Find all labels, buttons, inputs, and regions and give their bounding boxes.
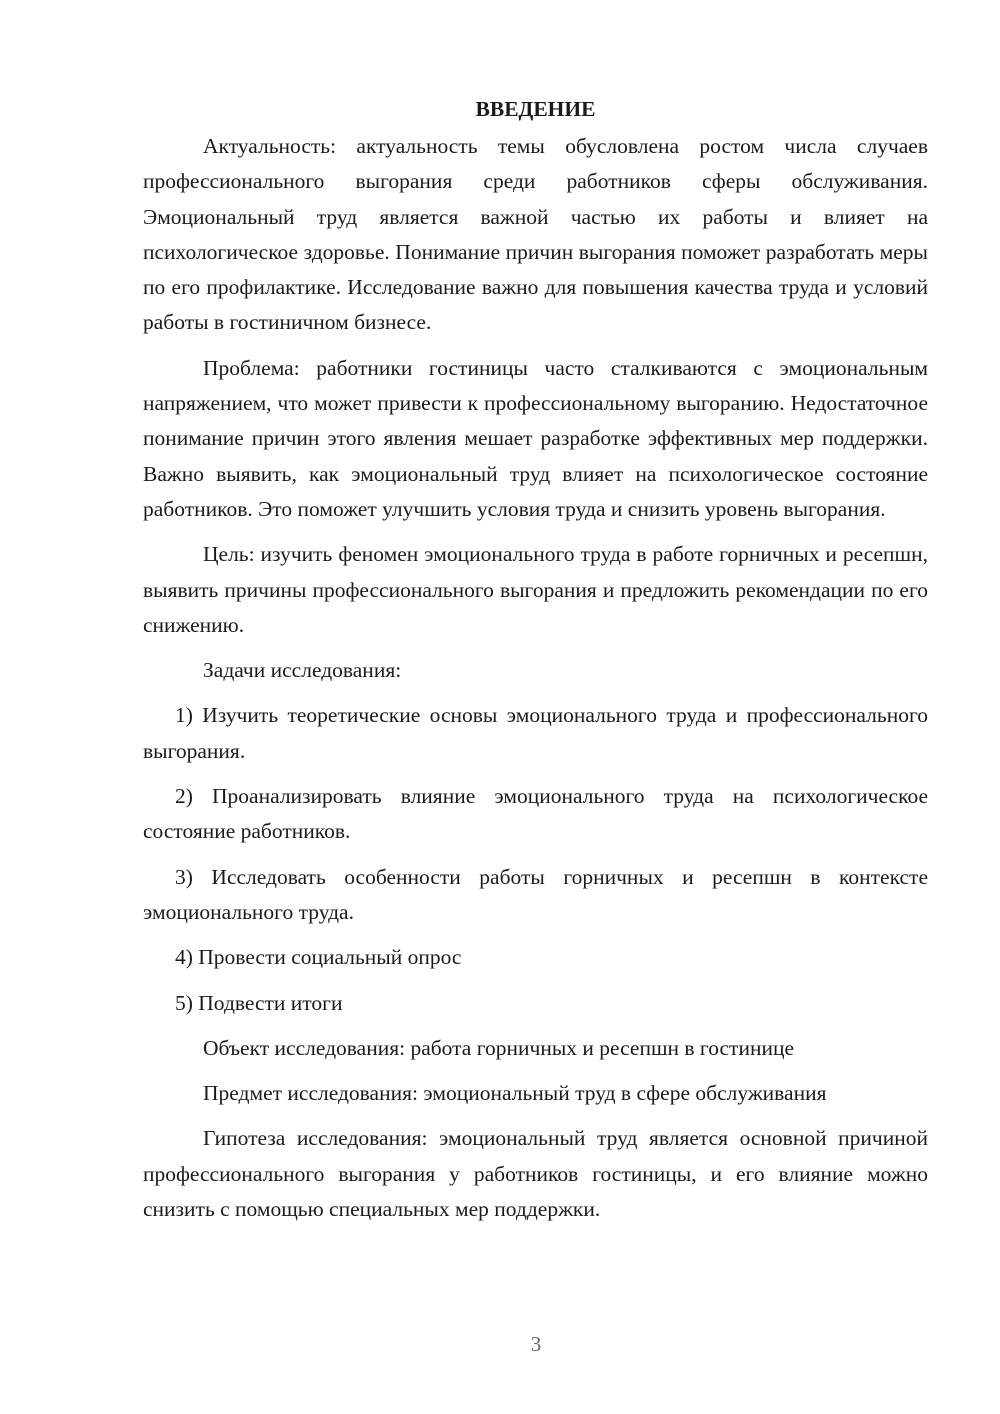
problem-paragraph: Проблема: работники гостиницы часто сталкиваются с эмоциональным напряжением, что может привести к профессиональному выгоранию. Недостаточное понимание причин этого явления мешает разработке эффективных мер поддержки. Важно выявить, как эмоциональный труд влияет на психологическое состояние работников. Это поможет улучшить условия труда и снизить уровень выгорания. (143, 355, 928, 521)
research-subject: Предмет исследования: эмоциональный труд в сфере обслуживания (203, 1081, 827, 1106)
tasks-title: Задачи исследования: (203, 658, 402, 683)
task-item-4: 4) Провести социальный опрос (175, 945, 462, 970)
task-item-3: 3) Исследовать особенности работы горничных и ресепшн в контексте эмоционального труда. (143, 864, 928, 924)
document-page (143, 92, 928, 1237)
task-item-2: 2) Проанализировать влияние эмоционального труда на психологическое состояние работников. (143, 784, 928, 844)
task-item-1: 1) Изучить теоретические основы эмоционального труда и профессионального выгорания. (143, 703, 928, 763)
relevance-paragraph: Актуальность: актуальность темы обусловлена ростом числа случаев профессионального выгорания среди работников сферы обслуживания. Эмоциональный труд является важной частью их работы и влияет на психологическое здоровье. Понимание причин выгорания поможет разработать меры по его профилактике. Исследование важно для повышения качества труда и условий работы в гостиничном бизнесе. (143, 134, 928, 335)
page-title: ВВЕДЕНИЕ (475, 97, 596, 121)
goal-paragraph: Цель: изучить феномен эмоционального труда в работе горничных и ресепшн, выявить причины профессионального выгорания и предложить рекомендации по его снижению. (143, 542, 928, 637)
hypothesis-paragraph: Гипотеза исследования: эмоциональный труд является основной причиной профессионального выгорания у работников гостиницы, и его влияние можно снизить с помощью специальных мер поддержки. (143, 1126, 928, 1222)
page-number: 3 (530, 1332, 542, 1356)
research-object: Объект исследования: работа горничных и ресепшн в гостинице (203, 1035, 795, 1060)
task-item-5: 5) Подвести итоги (175, 990, 343, 1015)
